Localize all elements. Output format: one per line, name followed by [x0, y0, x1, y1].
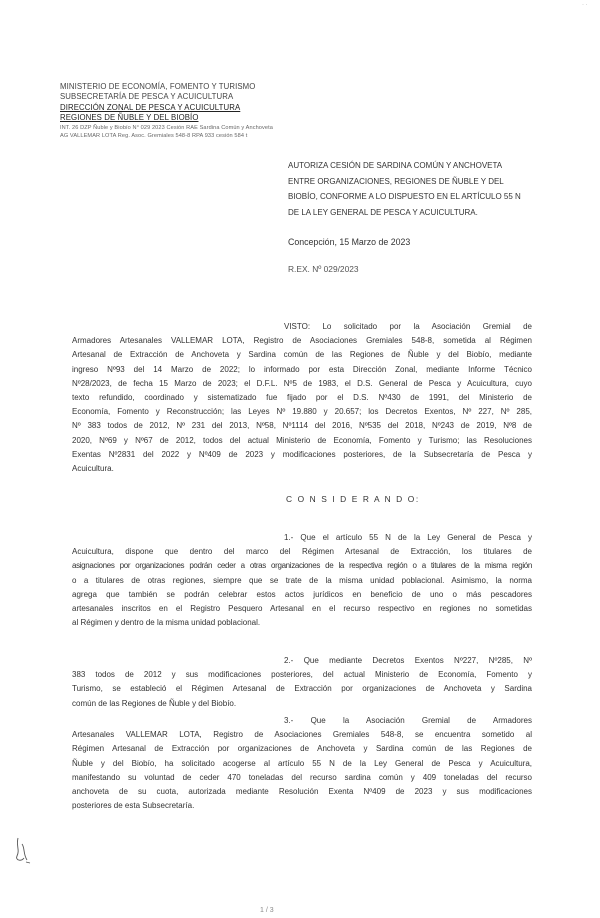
text-line: Turismo, se estableció el Régimen Artesanal de Extracción por organizaciones de Anchoveta y Sardina: [72, 684, 532, 694]
text-line: 1.- Que el artículo 55 N de la Ley General de Pesca y: [284, 533, 532, 542]
text-line: Nº28/2023, de fecha 15 Marzo de 2023; el D.F.L. Nº5 de 1983, el D.S. General de Pesca y Acuicultura, cuyo: [72, 378, 532, 388]
text-line: Artesanales VALLEMAR LOTA, Registro de Asociaciones Gremiales 548-8, se encuentra sometido al: [72, 730, 532, 740]
text-line: Ñuble y del Biobío, ha solicitado acogerse al artículo 55 N de la Ley General de Pesca y Acuicultura,: [72, 758, 532, 768]
letterhead-subsecretaria: SUBSECRETARÍA DE PESCA Y ACUICULTURA: [60, 92, 234, 102]
subject-line: AUTORIZA CESIÓN DE SARDINA COMÚN Y ANCHOVETA: [288, 161, 503, 170]
text-line: Artesanal de Extracción de Anchoveta y Sardina común de las Regiones de Ñuble y del Biobío, mediante: [72, 350, 532, 360]
text-line: VISTO: Lo solicitado por la Asociación Gremial de: [284, 322, 532, 331]
reference-line-1: INT. 26 DZP Ñuble y Biobío N° 029 2023 Cesión RAE Sardina Común y Anchoveta: [60, 124, 273, 131]
page-number: 1 / 3: [260, 907, 274, 914]
text-line: 2020, Nº69 y Nº67 de 2012, todos del actual Ministerio de Economía, Fomento y Turismo; las Resoluciones: [72, 435, 532, 445]
text-line: al Régimen y dentro de la misma unidad poblacional.: [72, 618, 261, 628]
place-date: Concepción, 15 Marzo de 2023: [288, 237, 411, 247]
subject-line: ENTRE ORGANIZACIONES, REGIONES DE ÑUBLE Y DEL: [288, 176, 504, 186]
considerando-item-3: [72, 714, 532, 813]
text-line: Economía, Fomento y Reconstrucción; las Leyes Nº 19.880 y 20.657; los Decretos Exentos, Nº 227, Nº 285,: [72, 407, 532, 417]
text-line: manifestando su voluntad de ceder 470 toneladas del recurso sardina común y 409 toneladas del recurso: [72, 772, 532, 782]
initials-signature: [12, 836, 34, 866]
text-line: Acuicultura.: [72, 464, 114, 474]
text-line: posteriores de esta Subsecretaría.: [72, 801, 195, 811]
text-line: texto refundido, coordinado y sistematizado fue fijado por el D.S. Nº430 de 1991, del Ministerio de: [72, 393, 532, 403]
text-line: Exentas Nº2831 del 2022 y Nº409 de 2023 y modificaciones posteriores, de la Subsecretaría de Pesca y: [72, 449, 532, 459]
text-line: ingreso Nº93 del 14 Marzo de 2022; lo informado por esta Dirección Zonal, mediante Informe Técnico: [72, 364, 532, 374]
visto-paragraph: [72, 320, 532, 476]
subject-line: BIOBÍO, CONFORME A LO DISPUESTO EN EL ARTÍCULO 55 N: [288, 192, 521, 201]
resolution-subject: [288, 158, 528, 220]
text-line: Nº 383 todos de 2012, Nº 231 del 2013, Nº58, Nº1114 del 2016, Nº535 del 2018, Nº243 de 2019, Nº8 de: [72, 421, 532, 431]
text-line: agrega que también se podrán celebrar estos actos jurídicos en beneficio de uno o más pescadores: [72, 589, 532, 599]
text-line: anchoveta de su cuota, autorizada mediante Resolución Exenta Nº409 de 2023 y sus modificaciones: [72, 787, 532, 797]
letterhead-regiones: REGIONES DE ÑUBLE Y DEL BIOBÍO: [60, 113, 199, 123]
resolution-number: R.EX. Nº 029/2023: [288, 264, 359, 274]
text-line: Armadores Artesanales VALLEMAR LOTA, Registro de Asociaciones Gremiales 548-8, sometida al Régimen: [72, 336, 532, 346]
text-line: o a titulares de otras regiones, siempre que se trate de la misma unidad poblacional. Asimismo, la norma: [72, 575, 532, 585]
text-line: asignaciones por organizaciones podrán ceder a otras organizaciones de la respectiva región o a titulares de la misma región: [72, 561, 532, 571]
considerando-heading: C O N S I D E R A N D O:: [286, 494, 420, 504]
letterhead-ministry: MINISTERIO DE ECONOMÍA, FOMENTO Y TURISMO: [60, 82, 256, 91]
text-line: 2.- Que mediante Decretos Exentos Nº227, Nº285, Nº: [284, 656, 532, 665]
text-line: artesanales inscritos en el Registro Pesquero Artesanal en el recurso respectivo en regiones no sometidas: [72, 604, 532, 614]
text-line: 3.- Que la Asociación Gremial de Armadores: [284, 716, 532, 725]
letterhead: [60, 82, 320, 141]
text-line: Acuicultura, dispone que dentro del marco del Régimen Artesanal de Extracción, los titulares de: [72, 547, 532, 557]
subject-line: DE LA LEY GENERAL DE PESCA Y ACUICULTURA.: [288, 207, 478, 217]
letterhead-direccion: DIRECCIÓN ZONAL DE PESCA Y ACUICULTURA: [60, 102, 241, 112]
considerando-item-2: [72, 654, 532, 711]
corner-mark: · ·: [582, 2, 588, 8]
text-line: 383 todos de 2012 y sus modificaciones posteriores, del actual Ministerio de Economía, Fomento y: [72, 670, 532, 680]
text-line: Régimen Artesanal de Extracción por organizaciones de Anchoveta y Sardina común de las Regiones de: [72, 744, 532, 754]
text-line: común de las Regiones de Ñuble y del Biobío.: [72, 698, 237, 708]
considerando-item-1: [72, 531, 532, 630]
reference-line-2: AG VALLEMAR LOTA Reg. Asoc. Gremiales 548-8 RPA 933 cesión 584 t: [60, 133, 248, 140]
